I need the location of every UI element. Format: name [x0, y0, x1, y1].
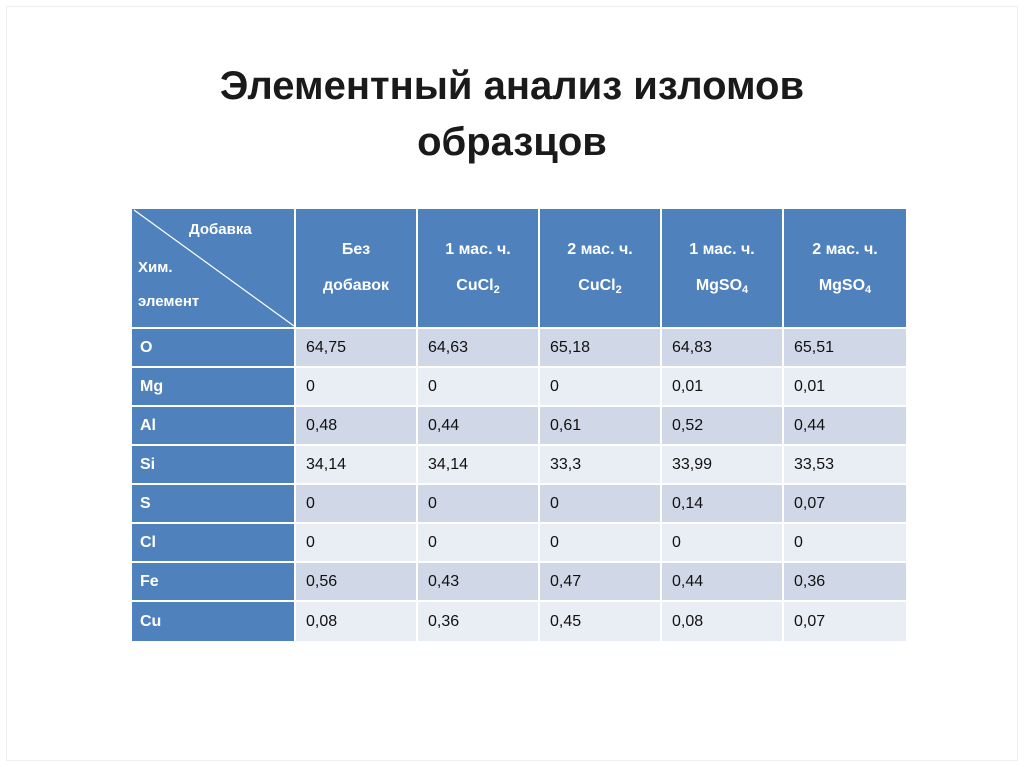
table-row	[132, 368, 906, 407]
value-cell: 0,45	[540, 602, 662, 641]
table-header-row	[132, 209, 906, 329]
element-cell: Cu	[132, 602, 296, 641]
value-cell: 0	[540, 524, 662, 563]
element-cell: Cl	[132, 524, 296, 563]
value-cell: 0	[296, 485, 418, 524]
element-cell: Si	[132, 446, 296, 485]
value-cell: 0,08	[296, 602, 418, 641]
table-row	[132, 446, 906, 485]
table-row	[132, 485, 906, 524]
value-cell: 34,14	[296, 446, 418, 485]
slide-title	[60, 58, 964, 170]
table-row	[132, 563, 906, 602]
value-cell: 0,01	[662, 368, 784, 407]
column-header: 1 мас. ч. MgSO$_4$	[662, 209, 784, 329]
value-cell: 0	[784, 524, 906, 563]
value-cell: 0,48	[296, 407, 418, 446]
value-cell: 33,99	[662, 446, 784, 485]
value-cell: 65,51	[784, 329, 906, 368]
value-cell: 0,44	[418, 407, 540, 446]
value-cell: 0	[296, 368, 418, 407]
element-cell: Fe	[132, 563, 296, 602]
value-cell: 0,44	[662, 563, 784, 602]
value-cell: 0,01	[784, 368, 906, 407]
value-cell: 0,07	[784, 485, 906, 524]
corner-header-cell	[132, 209, 296, 329]
column-header: 2 мас. ч. CuCl$_2$	[540, 209, 662, 329]
value-cell: 34,14	[418, 446, 540, 485]
corner-element-label-line2: элемент	[138, 293, 200, 310]
column-header: Без добавок	[296, 209, 418, 329]
table-row	[132, 602, 906, 641]
value-cell: 0,44	[784, 407, 906, 446]
value-cell: 0,08	[662, 602, 784, 641]
value-cell: 64,83	[662, 329, 784, 368]
value-cell: 64,63	[418, 329, 540, 368]
value-cell: 0	[540, 368, 662, 407]
value-cell: 0	[296, 524, 418, 563]
value-cell: 0	[540, 485, 662, 524]
value-cell: 0,52	[662, 407, 784, 446]
column-header: 2 мас. ч. MgSO$_4$	[784, 209, 906, 329]
value-cell: 33,3	[540, 446, 662, 485]
value-cell: 0,36	[784, 563, 906, 602]
element-cell: O	[132, 329, 296, 368]
element-cell: Mg	[132, 368, 296, 407]
table-row	[132, 329, 906, 368]
value-cell: 0	[418, 524, 540, 563]
value-cell: 33,53	[784, 446, 906, 485]
corner-additive-label: Добавка	[189, 221, 252, 238]
value-cell: 64,75	[296, 329, 418, 368]
value-cell: 0,56	[296, 563, 418, 602]
title-line-1: Элементный анализ изломов	[219, 64, 805, 108]
value-cell: 0,14	[662, 485, 784, 524]
value-cell: 0,07	[784, 602, 906, 641]
element-cell: S	[132, 485, 296, 524]
value-cell: 0,61	[540, 407, 662, 446]
value-cell: 65,18	[540, 329, 662, 368]
table-row	[132, 524, 906, 563]
corner-element-label-line1: Хим.	[138, 259, 173, 276]
title-line-2: образцов	[417, 120, 607, 164]
value-cell: 0,36	[418, 602, 540, 641]
value-cell: 0	[418, 485, 540, 524]
value-cell: 0,47	[540, 563, 662, 602]
table-row	[132, 407, 906, 446]
value-cell: 0	[418, 368, 540, 407]
element-analysis-table	[132, 209, 906, 641]
column-header: 1 мас. ч. CuCl$_2$	[418, 209, 540, 329]
value-cell: 0	[662, 524, 784, 563]
value-cell: 0,43	[418, 563, 540, 602]
element-cell: Al	[132, 407, 296, 446]
